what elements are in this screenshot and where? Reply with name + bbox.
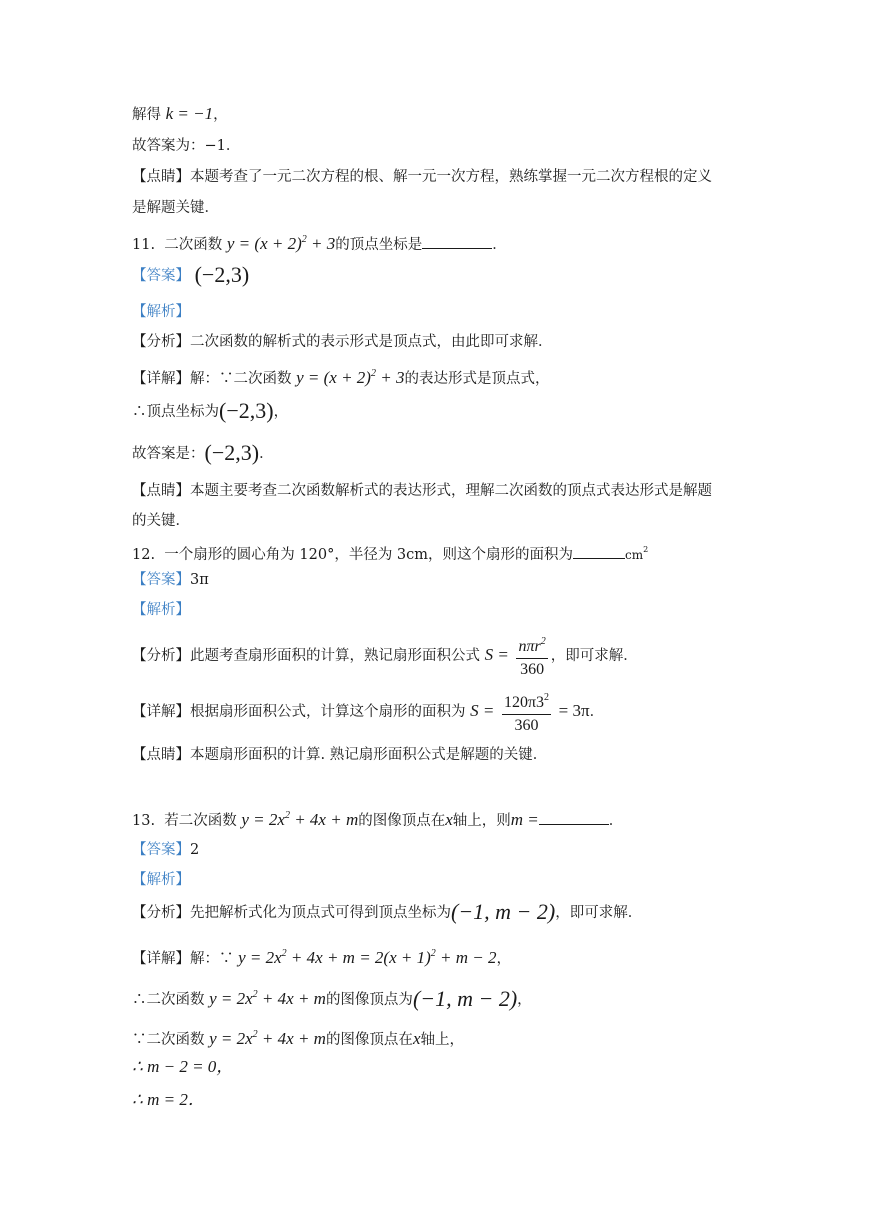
q13-step2 bbox=[132, 985, 759, 1010]
text: 二次函数的解析式的表示形式是顶点式，由此即可求解． bbox=[190, 334, 553, 350]
answer-tag: 【答案】 bbox=[132, 572, 190, 588]
text: ， bbox=[213, 107, 228, 123]
answer-blank bbox=[539, 810, 609, 825]
text: 解：∵二次函数 bbox=[190, 371, 292, 387]
q11-xiangjie bbox=[132, 364, 759, 389]
q11-fenxi bbox=[132, 332, 759, 352]
q12-analysis-tag bbox=[132, 600, 759, 620]
text: ，即可求解． bbox=[555, 905, 643, 921]
text: 本题主要考查二次函数解析式的表达形式，理解二次函数的顶点式表达形式是解题 bbox=[190, 483, 712, 499]
math-expression: = 3π bbox=[558, 701, 590, 720]
area-formula-fraction: $\frac{n\pi r^2}{360}$ bbox=[516, 632, 547, 680]
prev-comment-line-2 bbox=[132, 198, 759, 218]
math-expression: $y = 2x^2 + 4x + m = 2(x + 1)^2 + m - 2$ bbox=[238, 948, 497, 967]
math-expression: ∴ m − 2 = 0， bbox=[132, 1057, 234, 1076]
prev-comment-line-1 bbox=[132, 167, 759, 187]
math-expression: (−2,3) bbox=[219, 398, 274, 423]
q13-step3 bbox=[132, 1025, 759, 1050]
text: ． bbox=[589, 704, 605, 720]
q11-stem bbox=[132, 230, 759, 255]
q12-xiangjie bbox=[132, 688, 759, 736]
answer-value: (−2,3) bbox=[194, 262, 250, 287]
area-calc-fraction: $\frac{120\pi 3^2}{360}$ bbox=[502, 688, 551, 736]
math-expression: m = bbox=[510, 810, 539, 829]
q11-step3 bbox=[132, 440, 759, 465]
text: 是解题关键． bbox=[132, 200, 219, 216]
q13-step4 bbox=[132, 1057, 759, 1078]
text: 轴上， bbox=[420, 1032, 464, 1048]
analysis-tag: 【解析】 bbox=[132, 602, 190, 618]
answer-tag: 【答案】 bbox=[132, 268, 190, 284]
question-number: 12. bbox=[132, 547, 156, 563]
answer-value: 3π bbox=[190, 572, 209, 588]
answer-tag: 【答案】 bbox=[132, 842, 190, 858]
text: 根据扇形面积公式，计算这个扇形的面积为 bbox=[190, 704, 466, 720]
text: 轴上，则 bbox=[452, 813, 511, 829]
q13-fenxi bbox=[132, 899, 759, 924]
text: ． bbox=[608, 813, 624, 829]
q13-stem bbox=[132, 806, 759, 831]
text: 的图像顶点在 bbox=[358, 813, 446, 829]
prev-answer-line bbox=[132, 136, 759, 156]
text: ． bbox=[259, 446, 274, 462]
math-expression: S = bbox=[484, 645, 509, 664]
fenxi-tag: 【分析】 bbox=[132, 905, 190, 921]
text: 此题考查扇形面积的计算，熟记扇形面积公式 bbox=[190, 648, 480, 664]
xiangjie-tag: 【详解】 bbox=[132, 371, 190, 387]
answer-blank bbox=[422, 234, 492, 249]
text: 故答案是： bbox=[132, 446, 205, 462]
text: 的表达形式是顶点式， bbox=[404, 371, 550, 387]
math-variable: x bbox=[412, 1029, 421, 1048]
text: ∴二次函数 bbox=[132, 992, 205, 1008]
math-expression: $y = 2x^2 + 4x + m$ bbox=[209, 1029, 326, 1048]
text: 故答案为：−1． bbox=[132, 138, 241, 154]
unit: cm bbox=[625, 548, 644, 562]
q12-fenxi bbox=[132, 632, 759, 680]
math-expression: ∴ m = 2． bbox=[132, 1090, 205, 1109]
q11-comment-1 bbox=[132, 481, 759, 501]
text: ∵二次函数 bbox=[132, 1032, 205, 1048]
unit-superscript: 2 bbox=[643, 545, 649, 554]
q12-stem bbox=[132, 540, 759, 565]
math-expression: k = −1 bbox=[165, 104, 214, 123]
math-expression: $y = (x + 2)^2 + 3$ bbox=[226, 234, 336, 253]
analysis-tag: 【解析】 bbox=[132, 872, 190, 888]
question-number: 11. bbox=[132, 237, 156, 253]
q12-comment bbox=[132, 745, 759, 765]
text: 若二次函数 bbox=[164, 813, 237, 829]
xiangjie-tag: 【详解】 bbox=[132, 951, 190, 967]
q11-answer bbox=[132, 262, 759, 287]
text: 的关键． bbox=[132, 513, 190, 529]
question-number: 13. bbox=[132, 813, 156, 829]
q13-analysis-tag bbox=[132, 870, 759, 890]
fenxi-tag: 【分析】 bbox=[132, 334, 190, 350]
q12-answer bbox=[132, 570, 759, 590]
math-variable: x bbox=[445, 810, 453, 829]
math-expression: $y = 2x^2 + 4x + m$ bbox=[209, 989, 326, 1008]
text: ∴顶点坐标为 bbox=[132, 404, 219, 420]
q13-answer bbox=[132, 840, 759, 860]
comment-tag: 【点睛】 bbox=[132, 747, 190, 763]
q11-step2 bbox=[132, 398, 759, 423]
math-expression: (−1, m − 2) bbox=[451, 899, 556, 924]
text: ， bbox=[273, 404, 289, 420]
math-expression: (−1, m − 2) bbox=[412, 986, 518, 1011]
q13-step5 bbox=[132, 1090, 759, 1111]
comment-tag: 【点睛】 bbox=[132, 483, 190, 499]
text: 先把解析式化为顶点式可得到顶点坐标为 bbox=[190, 905, 451, 921]
text: 解得 bbox=[132, 107, 161, 123]
q13-xiangjie bbox=[132, 944, 759, 969]
math-expression: $y = (x + 2)^2 + 3$ bbox=[296, 368, 405, 387]
answer-blank bbox=[573, 544, 625, 559]
math-expression: $y = 2x^2 + 4x + m$ bbox=[241, 810, 359, 829]
math-expression: S = bbox=[470, 701, 495, 720]
prev-solve-line bbox=[132, 104, 759, 125]
answer-value: 2 bbox=[190, 842, 200, 858]
text: 二次函数 bbox=[164, 237, 223, 253]
text: 的图像顶点为 bbox=[325, 992, 413, 1008]
text: 的顶点坐标是 bbox=[335, 237, 423, 253]
q11-analysis-tag bbox=[132, 302, 759, 322]
text: 一个扇形的圆心角为 120°，半径为 3cm，则这个扇形的面积为 bbox=[164, 547, 574, 563]
xiangjie-tag: 【详解】 bbox=[132, 704, 190, 720]
fenxi-tag: 【分析】 bbox=[132, 648, 190, 664]
text: ，即可求解． bbox=[550, 648, 638, 664]
text: ． bbox=[492, 237, 507, 253]
text: 本题扇形面积的计算. 熟记扇形面积公式是解题的关键． bbox=[190, 747, 548, 763]
q11-comment-2 bbox=[132, 511, 759, 531]
text: 解：∵ bbox=[190, 951, 234, 967]
comment-tag: 【点睛】 bbox=[132, 169, 190, 185]
text: 的图像顶点在 bbox=[325, 1032, 413, 1048]
text: ， bbox=[517, 992, 532, 1008]
text: 本题考查了一元二次方程的根、解一元一次方程，熟练掌握一元二次方程根的定义 bbox=[190, 169, 712, 185]
math-expression: (−2,3) bbox=[204, 440, 260, 465]
text: ， bbox=[496, 951, 511, 967]
analysis-tag: 【解析】 bbox=[132, 304, 190, 320]
